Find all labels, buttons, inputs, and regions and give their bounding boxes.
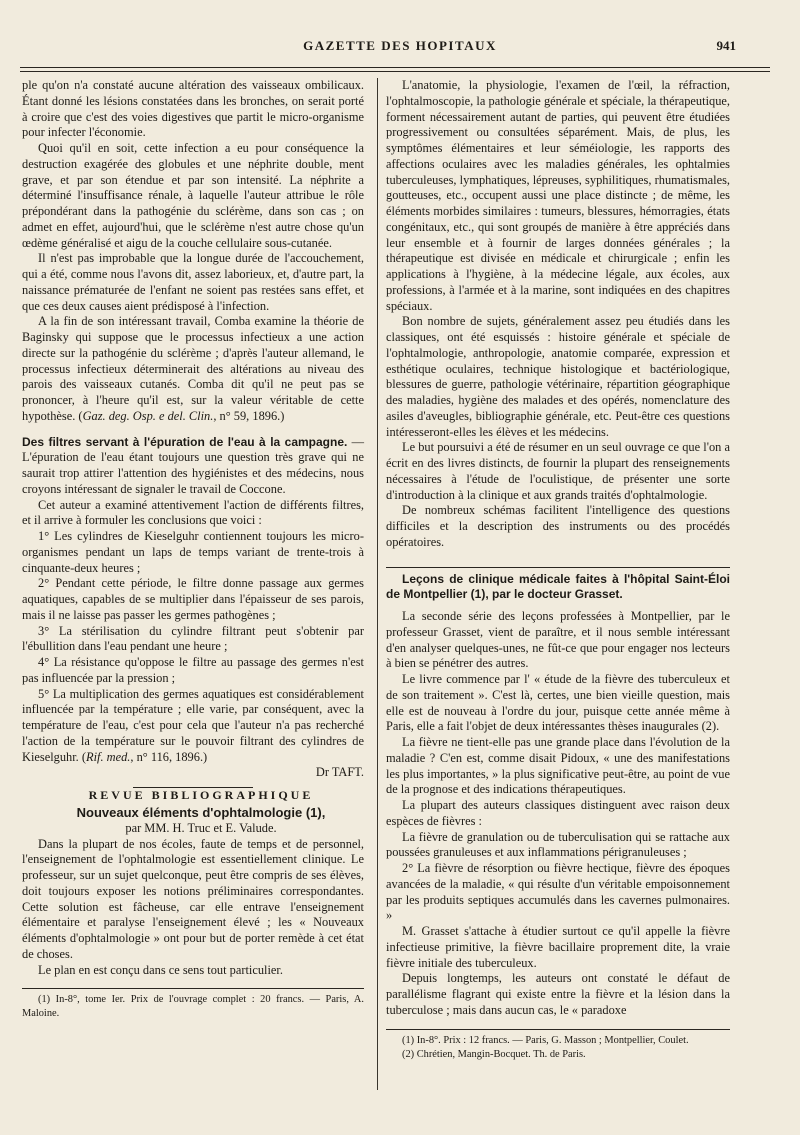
paragraph-text: A la fin de son intéressant travail, Comba examine la théorie de Baginsky qui suppose que le processus infectieux a une action directe sur la pathogénie du sclérème ; d'après l'auteur allemand, le processus infectieux déterminerait des altérations au niveau des parois des vaisseaux cutanés. Comba dit qu'il ne peut pas se prononcer, à l'heure qu'il est, sur la valeur véritable de cette hypothèse. (	[22, 314, 364, 423]
header-rule-thin	[20, 71, 770, 72]
footnote: (1) In-8°. Prix : 12 francs. — Paris, G. Masson ; Montpellier, Coulet.	[402, 1034, 689, 1046]
citation-end: , n° 59, 1896.)	[213, 408, 285, 423]
footnote-rule	[22, 988, 364, 989]
article-title: Nouveaux éléments d'ophtalmologie (1),	[76, 804, 326, 820]
paragraph-text: 5° La multiplication des germes aquatiques est considérablement influencée par la température ; elle varie, par conséquent, avec la température de l'eau, c'est pour cela que l'auteur n'a pas recherché l'action de la température sur le pouvoir filtrant des cylindres de Kieselguhr. (	[22, 686, 364, 764]
citation-end: , n° 116, 1896.)	[130, 749, 208, 764]
paragraph: Depuis longtemps, les auteurs ont constaté le défaut de parallélisme flagrant qui existe entre la fièvre et la lésion dans la tuberculose ; mais dans aucun cas, le « paradoxe	[386, 971, 730, 1017]
paragraph: Cet auteur a examiné attentivement l'action de différents filtres, et il arrive à formuler les conclusions que voici :	[22, 497, 364, 528]
paragraph: La fièvre ne tient-elle pas une grande place dans l'évolution de la maladie ? C'en est, comme disait Pidoux, « une des manifestations les plus importantes, » la plus significative peut-être, au point de vue de la prognose et des indications thérapeutiques.	[386, 735, 730, 797]
paragraph: M. Grasset s'attache à étudier surtout ce qu'il appelle la fièvre infectieuse primitive, la fièvre bacillaire proprement dite, la vraie fièvre initiale des tuberculeux.	[386, 924, 730, 970]
left-column	[22, 78, 364, 1021]
running-header	[0, 36, 800, 60]
article-heading: Des filtres servant à l'épuration de l'eau à la campagne.	[22, 434, 348, 449]
citation-source: Rif. med.	[86, 749, 131, 764]
article-title: Leçons de clinique médicale faites à l'hôpital Saint-Éloi de Montpellier (1), par le docteur Grasset.	[386, 571, 730, 602]
paragraph-text: — L'épuration de l'eau étant toujours une question très grave qui ne saurait trop attirer l'attention des hygiénistes et des médecins, nous croyons intéressant de signaler le travail de Coccone.	[22, 434, 364, 496]
list-item: 2° Pendant cette période, le filtre donne passage aux germes aquatiques, capables de se multiplier dans l'épaisseur de ses parois, mais il ne laisse pas passer les germes pathogènes ;	[22, 576, 364, 622]
list-item: 2° La fièvre de résorption ou fièvre hectique, fièvre des époques avancées de la maladie, « qui résulte d'un véritable empoisonnement par les produits septiques accumulés dans les cavernes pulmonaires. »	[386, 861, 730, 923]
header-rule	[20, 67, 770, 68]
list-item: 1° Les cylindres de Kieselguhr contiennent toujours les micro-organismes pendant un laps de temps variant de trente-trois à cinquante-deux heures ;	[22, 529, 364, 575]
paragraph	[22, 314, 364, 424]
paragraph: L'anatomie, la physiologie, l'examen de l'œil, la réfraction, l'ophtalmoscopie, la pathologie générale et spéciale, la thérapeutique, forment nécessairement autant de parties, qui peuvent être étudiées progressivement ou consultées séparément. Mais, de plus, les symptômes élémentaires et leur séméiologie, les rapports des affections oculaires avec les maladies générales, les ophtalmies tuberculeuses, lymphatiques, lépreuses, syphilitiques, rhumatismales, goutteuses, etc., occupent aussi une place distincte ; de même, les éléments morbides similaires : tumeurs, blessures, hémorragies, états congénitaux, etc., qui sont groupés de manière à être appréciés dans leur ensemble et à fournir de larges données générales ; la thérapeutique est divisée en médicale et chirurgicale ; enfin les applications à l'hygiène, à la médecine légale, aux écoles, aux professions, à l'armée et à la marine, sont indiquées en des chapitres spéciaux.	[386, 78, 730, 313]
footnote: (1) In-8°, tome Ier. Prix de l'ouvrage complet : 20 francs. — Paris, A. Maloine.	[22, 994, 364, 1020]
column-divider	[377, 78, 378, 1090]
paragraph: Le livre commence par l' « étude de la fièvre des tuberculeux et de son traitement ». C'est là, certes, une bien vieille question, mais elle est de nouveau à l'ordre du jour, puisque cette année même à Paris, elle a fait l'objet de deux intéressantes thèses inaugurales (2).	[386, 672, 730, 734]
section-separator	[386, 567, 730, 568]
paragraph: Le plan en est conçu dans ce sens tout particulier.	[38, 962, 283, 977]
right-column	[386, 78, 730, 1062]
paragraph: Dans la plupart de nos écoles, faute de temps et de personnel, l'enseignement de l'ophtalmologie est essentiellement clinique. Le professeur, sur un sujet quelconque, peut être compris de ses élèves, doit toujours exposer les notions préliminaires correspondantes. Cette solution est fâcheuse, car elle entrave l'enseignement élémentaire et paralyse l'enseignement élevé ; les « Nouveaux éléments d'ophtalmologie » ont pour but de porter remède à cet état de choses.	[22, 836, 364, 961]
paragraph: ple qu'on n'a constaté aucune altération des vaisseaux ombilicaux. Étant donné les lésions constatées dans les bronches, on serait porté à croire que c'est des voies digestives que partit le micro-organisme pour infecter l'économie.	[22, 78, 364, 140]
paragraph: Bon nombre de sujets, généralement assez peu étudiés dans les classiques, ont été esquissés : histoire générale et spéciale de l'ophtalmologie, anthropologie, anatomie comparée, expression et esthétique oculaires, technique histologique et bactériologique, blessures de guerre, pathologie vétérinaire, répartition géographique des maladies, hygiène des malades et des opérés, nomenclature des asiles d'aveugles, bibliographie générale, etc. Peut-être ces questions intéresseront-elles les élèves et les médecins.	[386, 314, 730, 439]
footnote-rule	[386, 1029, 730, 1030]
paragraph: De nombreux schémas facilitent l'intelligence des questions difficiles et la description des instruments ou des procédés opératoires.	[386, 503, 730, 549]
page-number: 941	[716, 38, 736, 53]
paragraph: Quoi qu'il en soit, cette infection a eu pour conséquence la destruction exagérée des globules et une néphrite double, ment grave, et par son étendue et par son intensité. La néphrite a déterminé l'insuffisance rénale, à laquelle l'auteur attribue le rôle prépondérant dans la pathogénie du sclérème, dans son cas ; on admet en effet, aujourd'hui, que le sclérème n'est autre chose qu'un œdème généralisé et aigu de la couche cellulaire sous-cutanée.	[22, 141, 364, 250]
footnote: (2) Chrétien, Mangin-Bocquet. Th. de Paris.	[402, 1048, 586, 1060]
list-item: 4° La résistance qu'oppose le filtre au passage des germes n'est pas influencée par la pression ;	[22, 655, 364, 685]
journal-title: GAZETTE DES HOPITAUX	[303, 38, 497, 53]
list-item	[22, 687, 364, 766]
paragraph: La seconde série des leçons professées à Montpellier, par le professeur Grasset, vient de paraître, et il nous semble intéressant d'en analyser quelques-unes, ne fût-ce que pour engager nos lecteurs à bien se pénétrer des autres.	[386, 609, 730, 671]
list-item: La fièvre de granulation ou de tuberculisation qui se rattache aux poussées granuleuses et aux inflammations périgranuleuses ;	[386, 829, 730, 860]
author-signature: Dr TAFT.	[315, 765, 364, 780]
paragraph: Le but poursuivi a été de résumer en un seul ouvrage ce que l'on a écrit en des livres distincts, de fournir la plupart des renseignements nécessaires à l'étude de l'oculistique, de présenter une sorte d'introduction à la clinique et aux grands traités d'ophtalmologie.	[386, 440, 730, 502]
section-heading: REVUE BIBLIOGRAPHIQUE	[88, 788, 314, 802]
list-item: 3° La stérilisation du cylindre filtrant peut s'obtenir par l'ébullition dans l'eau pendant une heure ;	[22, 623, 364, 654]
paragraph: La plupart des auteurs classiques distinguent avec raison deux espèces de fièvres :	[386, 798, 730, 828]
paragraph: Il n'est pas improbable que la longue durée de l'accouchement, qui a été, comme nous l'avons dit, assez laborieux, et, d'autre part, la naissance prématurée de l'enfant ne soient pas restées sans effet, et que ces deux causes aient prédisposé à l'infection.	[22, 251, 364, 313]
citation-source: Gaz. deg. Osp. e del. Clin.	[82, 408, 214, 423]
article-byline: par MM. H. Truc et E. Valude.	[125, 820, 277, 835]
filtres-paragraph	[22, 435, 364, 498]
